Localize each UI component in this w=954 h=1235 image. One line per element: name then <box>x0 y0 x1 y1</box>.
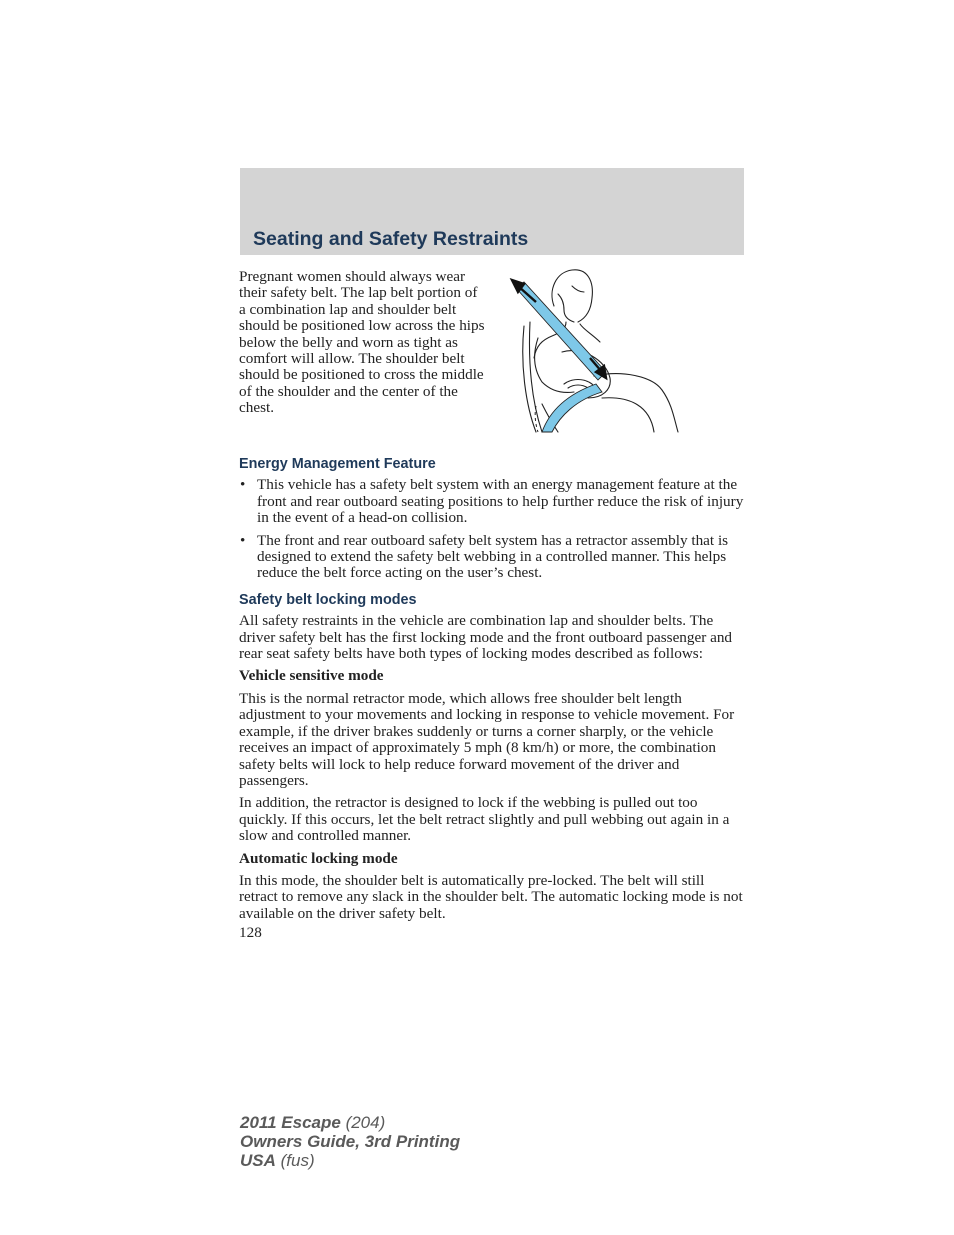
vehicle-sensitive-paragraph-1: This is the normal retractor mode, which allows free shoulder belt length adjustment to your movements and locking in response to vehicle movement. For example, if the driver brakes suddenly or turns a corner sharply, or the vehicle receives an impact of approximately 5 mph (8 km/h) or more, the combination safety belts will lock to help reduce forward movement of the driver and passengers. <box>239 689 735 789</box>
document-footer <box>240 1113 460 1170</box>
footer-market: USA <box>240 1151 276 1170</box>
footer-model-code: (204) <box>345 1113 386 1132</box>
list-item <box>239 533 744 582</box>
footer-line-1 <box>240 1113 460 1132</box>
footer-line-3 <box>240 1151 460 1170</box>
automatic-locking-paragraph: In this mode, the shoulder belt is automatically pre-locked. The belt will still retract to remove any slack in the shoulder belt. The automatic locking mode is not available on the driver safety belt. <box>239 871 743 922</box>
automatic-locking-heading: Automatic locking mode <box>239 849 398 867</box>
main-content <box>239 456 744 942</box>
footer-market-code: (fus) <box>280 1151 315 1170</box>
footer-model: 2011 Escape <box>240 1113 341 1132</box>
pregnant-woman-seatbelt-illustration <box>502 266 680 433</box>
list-item-text: This vehicle has a safety belt system with an energy management feature at the front and rear outboard seating positions to help further reduce the risk of injury in the event of a head-on collision. <box>257 476 744 527</box>
vehicle-sensitive-heading: Vehicle sensitive mode <box>239 667 384 685</box>
vehicle-sensitive-paragraph-2: In addition, the retractor is designed to lock if the webbing is pulled out too quickly. If this occurs, let the belt retract slightly and pull webbing out again in a slow and controlled manner. <box>239 794 730 845</box>
section-title: Seating and Safety Restraints <box>253 228 529 250</box>
list-item-text: The front and rear outboard safety belt system has a retractor assembly that is designed to extend the safety belt webbing in a controlled manner. This helps reduce the belt force acting on the user’s chest. <box>257 531 729 582</box>
footer-line-2 <box>240 1132 460 1151</box>
section-header-band <box>240 168 744 255</box>
locking-modes-heading: Safety belt locking modes <box>239 591 417 608</box>
energy-management-list <box>239 477 744 581</box>
locking-modes-intro: All safety restraints in the vehicle are combination lap and shoulder belts. The driver safety belt has the first locking mode and the front outboard passenger and rear seat safety belts have both types of locking modes described as follows: <box>239 612 733 663</box>
energy-management-heading: Energy Management Feature <box>239 456 436 472</box>
bullet-icon: • <box>240 476 246 494</box>
list-item <box>239 477 744 526</box>
footer-printing: Owners Guide, 3rd Printing <box>240 1132 461 1151</box>
page-number: 128 <box>239 924 262 942</box>
intro-paragraph: Pregnant women should always wear their safety belt. The lap belt portion of a combination lap and shoulder belt should be positioned low across the hips below the belly and worn as tight as comfort will allow. The shoulder belt should be positioned to cross the middle of the shoulder and the center of the chest. <box>239 268 485 417</box>
bullet-icon: • <box>240 531 246 549</box>
